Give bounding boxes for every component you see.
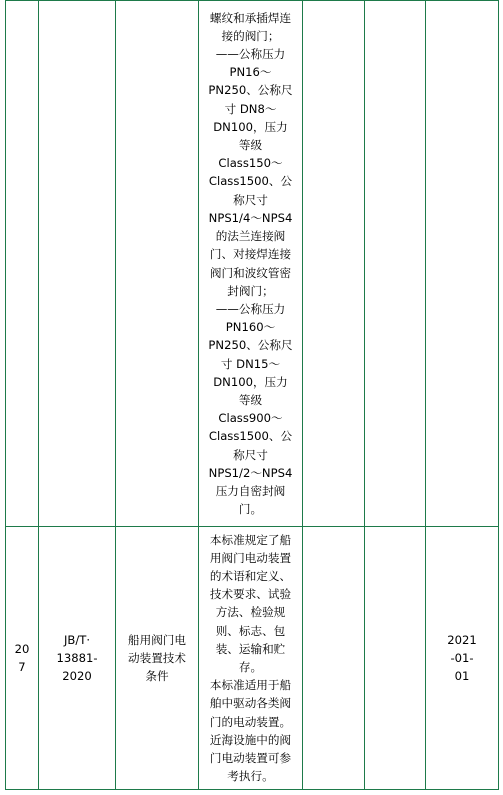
desc-line: DN100，压力 [213, 119, 288, 134]
standard-code-line: JB/T· [63, 632, 91, 647]
desc-line: 门。 [238, 502, 263, 517]
scope-description-cell [199, 1, 303, 527]
desc-line: Class150～ [218, 156, 283, 171]
desc-line: 存。 [238, 660, 263, 674]
desc-line: 本标准规定了船 [209, 532, 292, 547]
desc-line: 门、对接焊连接 [209, 247, 292, 262]
standard-code-cell [39, 527, 116, 790]
standard-name-cell [116, 527, 199, 790]
standard-code-cell [39, 1, 116, 527]
desc-line: ——公称压力 [215, 301, 286, 316]
empty-cell [365, 1, 426, 527]
serial-number-line: 20 [14, 641, 30, 656]
standard-name-line: 船用阀门电 [128, 632, 186, 647]
date-line: -01- [450, 650, 474, 665]
standard-name-line: 动装置技术 [128, 650, 186, 665]
empty-cell [303, 1, 365, 527]
desc-line: NPS1/2～NPS4 [208, 465, 293, 480]
standard-code-line: 2020 [62, 669, 92, 684]
serial-number-cell [6, 1, 39, 527]
desc-line: 用阀门电动装置 [209, 550, 292, 565]
desc-line: Class1500、公 [208, 429, 293, 444]
desc-line: 压力自密封阀 [215, 483, 286, 498]
desc-line: 寸 DN8～ [224, 101, 277, 116]
desc-line: PN160～ [225, 320, 276, 335]
serial-number-line: 7 [18, 660, 26, 674]
date-line: 01 [454, 669, 470, 684]
standard-code-line: 13881- [56, 650, 98, 665]
desc-line: 阀门和波纹管密 [209, 265, 292, 280]
date-line: 2021 [447, 632, 477, 647]
desc-line: PN16～ [229, 65, 272, 80]
desc-line: 螺纹和承插焊连 [209, 10, 292, 25]
desc-line: 的术语和定义、 [209, 568, 292, 583]
desc-line: 技术要求、试验 [209, 587, 292, 602]
desc-line: Class1500、公 [208, 174, 293, 189]
desc-line: 等级 [238, 392, 263, 407]
desc-line: 封阀门； [227, 283, 274, 298]
implementation-date-cell [426, 1, 499, 527]
desc-line: 称尺寸 [233, 192, 268, 207]
empty-cell [365, 527, 426, 790]
desc-line: DN100，压力 [213, 374, 288, 389]
serial-number-cell [6, 527, 39, 790]
scope-description-cell [199, 527, 303, 790]
table-row [6, 527, 499, 790]
desc-line: 寸 DN15～ [220, 356, 281, 371]
standard-name-line: 条件 [145, 669, 169, 684]
desc-line: 装、运输和贮 [215, 641, 286, 656]
desc-line: 等级 [238, 138, 263, 153]
desc-line: NPS1/4～NPS4 [208, 210, 293, 225]
empty-cell [303, 527, 365, 790]
desc-line: 本标准适用于船 [209, 678, 292, 693]
standards-table [5, 0, 499, 790]
desc-line: PN250、公称尺 [208, 338, 293, 353]
implementation-date-cell [426, 527, 499, 790]
desc-line: 的法兰连接阀 [215, 229, 286, 244]
desc-line: 接的阀门； [221, 28, 280, 43]
desc-line: 称尺寸 [233, 447, 268, 462]
table-row [6, 1, 499, 527]
desc-line: 近海设施中的阀 [209, 732, 292, 747]
desc-line: 门的电动装置。 [209, 714, 292, 729]
desc-line: 方法、检验规 [215, 605, 286, 620]
desc-line: 舶中驱动各类阀 [209, 696, 292, 711]
desc-line: PN250、公称尺 [208, 83, 293, 98]
desc-line: 门电动装置可参 [209, 751, 292, 766]
desc-line: 考执行。 [227, 769, 274, 784]
desc-line: ——公称压力 [215, 47, 286, 62]
desc-line: 则、标志、包 [215, 623, 286, 638]
desc-line: Class900～ [218, 411, 283, 426]
standard-name-cell [116, 1, 199, 527]
